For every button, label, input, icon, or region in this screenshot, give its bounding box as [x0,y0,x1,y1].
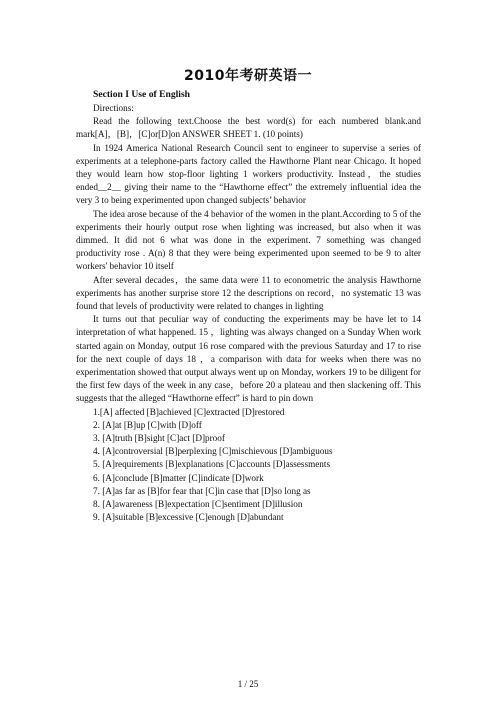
paragraph-1: In 1924 America National Research Council sent to engineer to supervise a series of experiments at a telephone-parts factory called the Hawthorne Plant near Chicago. It hoped they would learn how stop-floor lighting 1 workers productivity. Instead，the studies ended__2__ giving their name to the “Hawthorne effect” the extremely influential idea the very 3 to being experimented upon changed subjects’ behavior [76,142,421,206]
option-line: 8. [A]awareness [B]expectation [C]sentiment [D]illusion [93,499,303,510]
option-line: 7. [A]as far as [B]for fear that [C]in case that [D]so long as [93,485,311,496]
paragraph-2: The idea arose because of the 4 behavior of the women in the plant.According to 5 of the experiments their hourly output rose when lighting was increased, but also when it was dimmed. It did not 6 what was done in the experiment. 7 something was changed productivity rose . A(n) 8 that they were being experimented upon seemed to be 9 to alter workers' behavior 10 itself [76,208,421,272]
paragraph-3: After several decades，the same data were 11 to econometric the analysis Hawthorne experiments has another surprise store 12 the descriptions on record，no systematic 13 was found that levels of productivity were related to changes in lighting [76,274,421,312]
option-line: 1.[A] affected [B]achieved [C]extracted [D]restored [93,406,285,417]
option-line: 6. [A]conclude [B]matter [C]indicate [D]work [93,472,264,483]
paragraph-4: It turns out that peculiar way of conducting the experiments may be have let to 14 interpretation of what happened. 15 ，lighting was always changed on a Sunday When work started again on Monday, output 16 rose compared with the previous Saturday and 17 to rise for the next couple of days 18 ，a comparison with data for weeks when there was no experimentation showed that output always went up on Monday, workers 19 to be diligent for the first few days of the week in any case，before 20 a plateau and then slackening off. This suggests that the alleged “Hawthorne effect” is hard to pin down [76,314,421,404]
directions-label: Directions: [93,103,134,113]
document-body [76,102,421,525]
directions-text: Read the following text.Choose the best word(s) for each numbered blank.and mark[A]，[B]，[C]or[D]on ANSWER SHEET 1. (10 points) [76,116,421,140]
option-line: 4. [A]controversial [B]perplexing [C]mischievous [D]ambiguous [93,446,333,457]
option-line: 5. [A]requirements [B]explanations [C]accounts [D]assessments [93,459,331,470]
document-title: 2010年考研英语一 [184,68,312,84]
option-line: 3. [A]truth [B]sight [C]act [D]proof [93,433,225,444]
page-number: 1 / 25 [237,679,259,689]
option-line: 9. [A]suitable [B]excessive [C]enough [D]abundant [93,512,284,523]
section-heading: Section I Use of English [93,89,191,100]
option-line: 2. [A]at [B]up [C]with [D]off [93,419,202,430]
